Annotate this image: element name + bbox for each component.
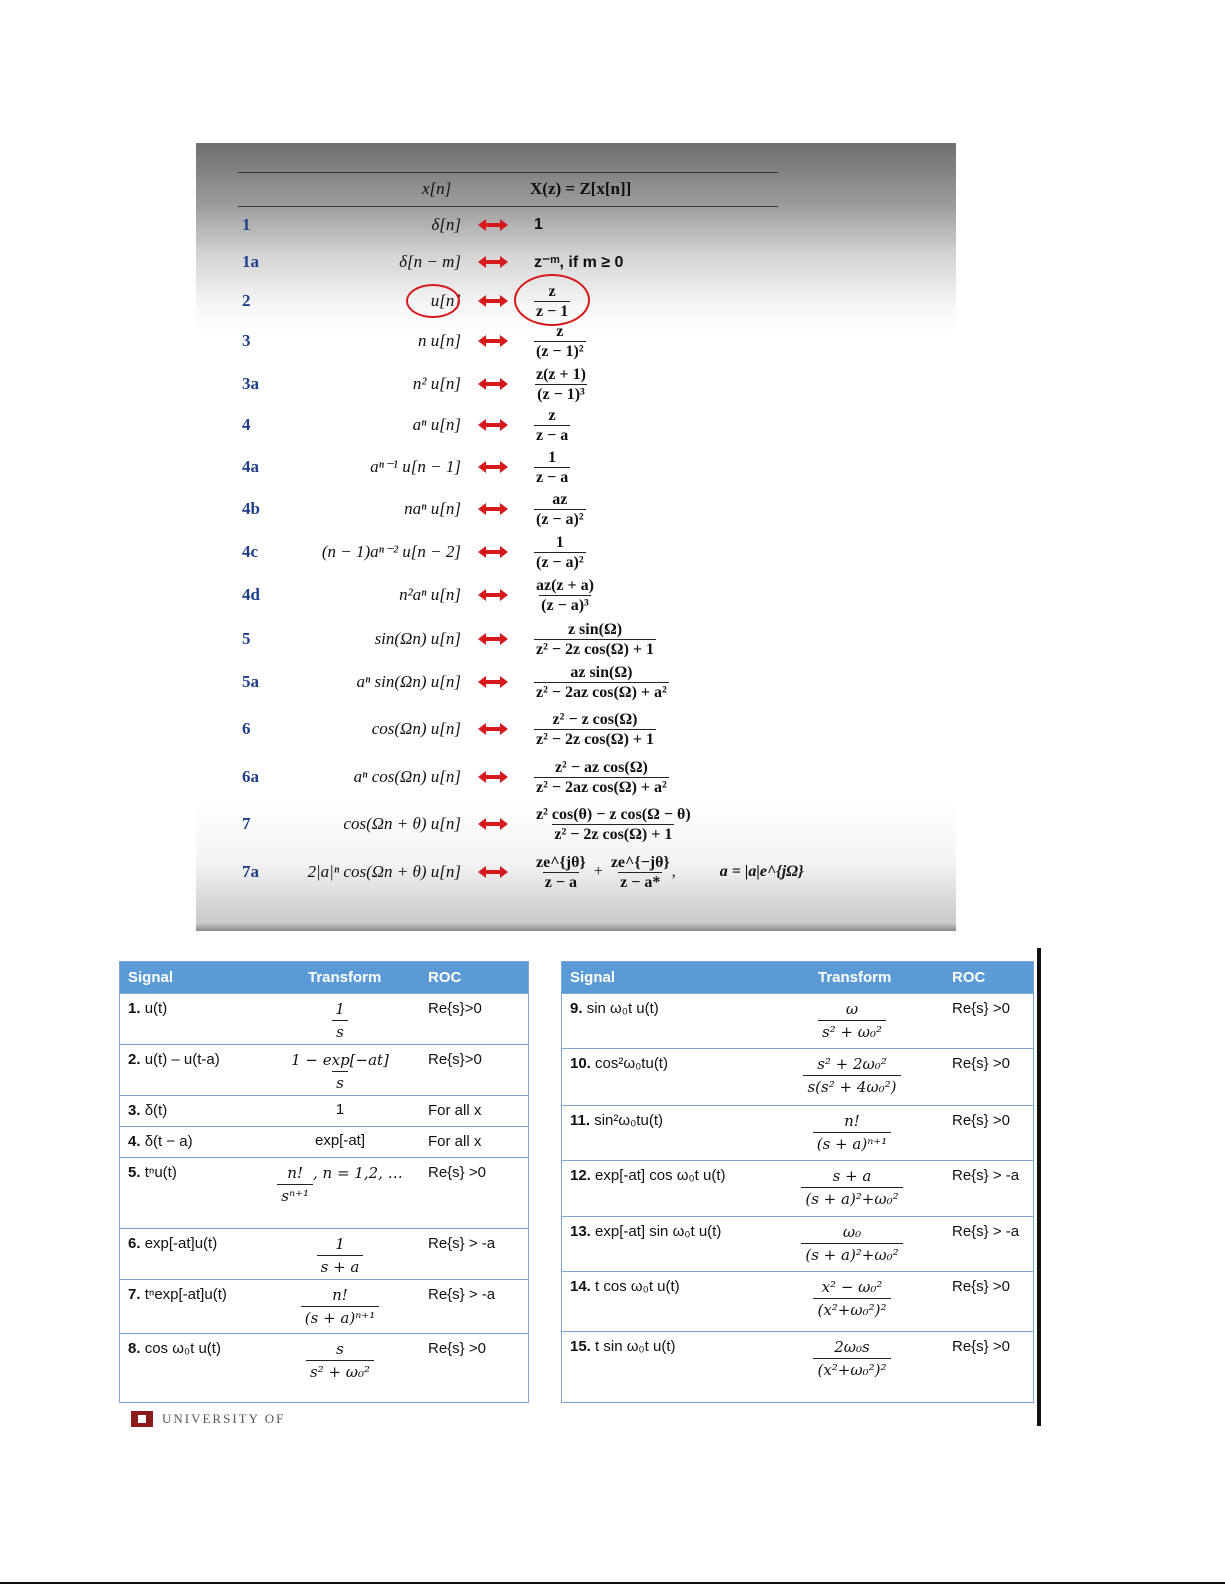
z-row-5a: [196, 662, 956, 702]
denominator: (s + a)²+ω₀²: [801, 1243, 902, 1266]
signal: aⁿ u[n]: [412, 415, 461, 434]
denominator: (z − a)³: [541, 596, 589, 614]
transform-fraction: [534, 853, 588, 892]
table-header: [562, 962, 1033, 994]
transform-cell: [772, 998, 932, 1043]
row-number: 6: [242, 719, 251, 738]
numerator: s + a: [832, 1167, 872, 1185]
signal: [570, 1000, 659, 1017]
transform-cell: [270, 1284, 410, 1329]
row-number: 9.: [570, 1000, 583, 1017]
transform-cell: [772, 1336, 932, 1381]
denominator: z − a*: [620, 873, 661, 891]
transform-fraction: [801, 1221, 902, 1266]
roc: Re{s} >0: [952, 1055, 1010, 1072]
row-number: 4d: [242, 585, 260, 604]
z-row-3a: [196, 364, 956, 404]
double-arrow-icon: [476, 501, 510, 517]
z-row-7: [196, 804, 956, 844]
signal: [570, 1278, 680, 1295]
transform-cell: [772, 1221, 932, 1266]
signal: [128, 1164, 177, 1181]
row-number: 2.: [128, 1051, 141, 1068]
transform-fraction: [801, 1165, 902, 1210]
denominator: (x²+ω₀²)²: [813, 1298, 890, 1321]
table-header: [120, 962, 528, 994]
laplace-row-3: [120, 1095, 528, 1127]
laplace-row-13: [562, 1216, 1033, 1272]
header-signal: Signal: [570, 969, 616, 986]
signal: [570, 1167, 726, 1184]
denominator: (x²+ω₀²)²: [813, 1358, 890, 1381]
roc: For all x: [428, 1102, 482, 1119]
numerator: ze^{−jθ}: [610, 853, 670, 871]
numerator: 1: [548, 448, 557, 466]
signal: [128, 1051, 220, 1068]
transform: [534, 405, 570, 445]
transform-cell: [270, 1049, 410, 1094]
red-circle-transform: [514, 274, 590, 326]
numerator: az: [552, 490, 568, 508]
signal-expr: sin²ω₀tu(t): [594, 1112, 663, 1129]
top-rule: [238, 172, 778, 173]
row-number: 14.: [570, 1278, 591, 1295]
transform-fraction: [818, 998, 886, 1043]
numerator: n!: [332, 1286, 348, 1304]
header-transform: Transform: [308, 969, 382, 986]
z-row-6: [196, 709, 956, 749]
signal: [570, 1338, 675, 1355]
double-arrow-icon: [476, 816, 510, 832]
row-number: 5a: [242, 672, 259, 691]
denominator: z² − 2az cos(Ω) + a²: [536, 778, 667, 796]
transform-fraction: [534, 663, 669, 702]
transform: [534, 447, 570, 487]
signal-expr: cos ω₀t u(t): [144, 1340, 221, 1357]
transform-fraction: [534, 533, 586, 572]
row-number: 5.: [128, 1164, 141, 1181]
laplace-row-5: [120, 1157, 528, 1229]
row-number: 2: [242, 291, 251, 310]
crest-icon: [131, 1411, 153, 1427]
transform-fraction: [317, 1233, 364, 1278]
double-arrow-icon: [476, 587, 510, 603]
roc: Re{s} >0: [952, 1112, 1010, 1129]
transform: [534, 321, 586, 361]
double-arrow-icon: [476, 333, 510, 349]
university-logo: [131, 1411, 285, 1427]
laplace-row-10: [562, 1048, 1033, 1106]
signal-expr: t sin ω₀t u(t): [595, 1338, 676, 1355]
transform-fraction: [803, 1053, 900, 1098]
denominator: z − a: [536, 468, 569, 486]
transform-fraction: [331, 998, 349, 1043]
denominator: z² − 2z cos(Ω) + 1: [536, 730, 655, 748]
transform: [534, 804, 693, 844]
roc: For all x: [428, 1133, 482, 1150]
transform-fraction: [813, 1276, 890, 1321]
transform-fraction: [534, 322, 586, 361]
transform: [534, 364, 588, 404]
denominator: z² − 2z cos(Ω) + 1: [554, 825, 673, 843]
numerator: n!: [287, 1164, 303, 1182]
double-arrow-icon: [476, 376, 510, 392]
transform-cell: [270, 1162, 410, 1207]
roc: Re{s} > -a: [952, 1223, 1020, 1240]
numerator: ze^{jθ}: [536, 853, 586, 871]
z-row-1: [196, 205, 956, 245]
header-roc: ROC: [428, 969, 462, 986]
denominator: z − 1: [536, 302, 569, 320]
denominator: s: [332, 1020, 348, 1043]
row-number: 7a: [242, 862, 259, 881]
numerator: z² − az cos(Ω): [554, 758, 648, 776]
transform-fraction: [813, 1110, 891, 1155]
signal: [128, 1000, 167, 1017]
signal-expr: δ(t − a): [144, 1133, 193, 1150]
roc: Re{s} >0: [952, 1278, 1010, 1295]
signal-expr: exp[-at] sin ω₀t u(t): [595, 1223, 722, 1240]
transform: z⁻ᵐ, if m ≥ 0: [534, 254, 624, 271]
numerator: x² − ω₀²: [821, 1278, 883, 1296]
row-number: 4a: [242, 457, 259, 476]
transform-cell: [270, 1131, 410, 1149]
row-number: 1: [242, 215, 251, 234]
signal-expr: tⁿexp[-at]u(t): [144, 1286, 227, 1303]
denominator: s² + ω₀²: [818, 1020, 886, 1043]
row-number: 15.: [570, 1338, 591, 1355]
transform-fraction-2: [609, 853, 672, 892]
z-row-4d: [196, 575, 956, 615]
row-number: 6a: [242, 767, 259, 786]
z-row-4b: [196, 489, 956, 529]
signal-expr: u(t) – u(t-a): [144, 1051, 220, 1068]
signal: aⁿ sin(Ωn) u[n]: [356, 672, 461, 691]
row-number: 4: [242, 415, 251, 434]
z-row-3: [196, 321, 956, 361]
roc: Re{s}>0: [428, 1000, 482, 1017]
row-number: 12.: [570, 1167, 591, 1184]
numerator: 1: [335, 1000, 345, 1018]
page-bottom-line: [0, 1582, 1225, 1584]
signal-expr: t cos ω₀t u(t): [595, 1278, 680, 1295]
signal: [128, 1133, 193, 1150]
laplace-row-7: [120, 1279, 528, 1334]
red-circle-signal: [406, 284, 460, 318]
z-row-7a: [196, 852, 956, 892]
row-number: 3.: [128, 1102, 141, 1119]
signal: [128, 1340, 221, 1357]
row-number: 3: [242, 331, 251, 350]
laplace-row-8: [120, 1333, 528, 1404]
signal: δ[n]: [431, 215, 461, 234]
header-transform: X(z) = Z[x[n]]: [530, 179, 632, 198]
denominator: z − a: [544, 873, 577, 891]
transform-fraction: [534, 576, 596, 615]
signal-expr: sin ω₀t u(t): [586, 1000, 659, 1017]
double-arrow-icon: [476, 674, 510, 690]
transform-fraction: [813, 1336, 890, 1381]
signal-expr: δ(t): [144, 1102, 168, 1119]
denominator: s(s² + 4ω₀²): [803, 1075, 900, 1098]
numerator: ω₀: [842, 1223, 862, 1241]
signal: [128, 1102, 167, 1119]
transform-cell: [270, 1233, 410, 1278]
transform-cell: [772, 1276, 932, 1321]
denominator: (z − a)²: [536, 510, 584, 528]
signal: u[n]: [430, 291, 461, 310]
numerator: 1 − exp[−at]: [291, 1051, 389, 1069]
signal: [128, 1286, 227, 1303]
signal: [570, 1112, 663, 1129]
numerator: 2ω₀s: [834, 1338, 870, 1356]
row-number: 1.: [128, 1000, 141, 1017]
numerator: az sin(Ω): [570, 663, 633, 681]
numerator: n!: [844, 1112, 860, 1130]
numerator: z: [548, 282, 556, 300]
row-number: 10.: [570, 1055, 591, 1072]
denominator: z − a: [536, 426, 569, 444]
transform-fraction: [534, 710, 656, 749]
numerator: ω: [845, 1000, 859, 1018]
laplace-row-14: [562, 1271, 1033, 1332]
transform-suffix: , n = 1,2, …: [313, 1164, 403, 1182]
signal: cos(Ωn + θ) u[n]: [343, 814, 461, 833]
transform: exp[-at]: [314, 1132, 366, 1149]
signal: n² u[n]: [412, 374, 461, 393]
numerator: s: [336, 1340, 344, 1358]
signal: aⁿ⁻¹ u[n − 1]: [370, 457, 461, 476]
laplace-table-right: [561, 961, 1034, 1403]
signal: [128, 1235, 217, 1252]
transform-fraction: [534, 406, 570, 445]
transform-fraction: [277, 1162, 313, 1207]
transform-cell: [270, 1100, 410, 1118]
denominator: (z − 1)²: [536, 342, 584, 360]
double-arrow-icon: [476, 217, 510, 233]
denominator: sⁿ⁺¹: [277, 1184, 313, 1207]
laplace-row-1: [120, 993, 528, 1045]
transform: [534, 532, 586, 572]
denominator: s² + ω₀²: [306, 1360, 374, 1383]
double-arrow-icon: [476, 293, 510, 309]
row-number: 3a: [242, 374, 259, 393]
row-number: 13.: [570, 1223, 591, 1240]
transform-cell: [270, 998, 410, 1043]
header-signal: x[n]: [422, 179, 452, 198]
roc: Re{s}>0: [428, 1051, 482, 1068]
laplace-row-6: [120, 1228, 528, 1280]
row-number: 8.: [128, 1340, 141, 1357]
transform-cell: [772, 1110, 932, 1155]
vertical-bar: [1037, 948, 1041, 1426]
denominator: z² − 2z cos(Ω) + 1: [536, 640, 655, 658]
row-number: 4.: [128, 1133, 141, 1150]
laplace-row-12: [562, 1160, 1033, 1217]
double-arrow-icon: [476, 417, 510, 433]
double-arrow-icon: [476, 459, 510, 475]
transform-cell: [270, 1338, 410, 1383]
signal: δ[n − m]: [399, 252, 461, 271]
header-transform: Transform: [818, 969, 892, 986]
transform-fraction: [534, 758, 669, 797]
z-row-4a: [196, 447, 956, 487]
transform: [534, 662, 669, 702]
transform-fraction: [287, 1049, 393, 1094]
roc: Re{s} > -a: [952, 1167, 1020, 1184]
signal: (n − 1)aⁿ⁻² u[n − 2]: [321, 542, 461, 561]
signal: naⁿ u[n]: [404, 499, 461, 518]
row-number: 5: [242, 629, 251, 648]
transform-cell: [772, 1053, 932, 1098]
signal-expr: cos²ω₀tu(t): [595, 1055, 668, 1072]
laplace-row-2: [120, 1044, 528, 1096]
header-signal: Signal: [128, 969, 174, 986]
signal: cos(Ωn) u[n]: [371, 719, 461, 738]
double-arrow-icon: [476, 721, 510, 737]
signal: 2|a|ⁿ cos(Ωn + θ) u[n]: [307, 862, 461, 881]
numerator: z(z + 1): [536, 365, 586, 383]
roc: Re{s} >0: [952, 1000, 1010, 1017]
denominator: (z − a)²: [536, 553, 584, 571]
header-roc: ROC: [952, 969, 986, 986]
roc: Re{s} >0: [428, 1340, 486, 1357]
row-number: 4b: [242, 499, 260, 518]
double-arrow-icon: [476, 864, 510, 880]
denominator: (s + a)ⁿ⁺¹: [813, 1132, 891, 1155]
roc: Re{s} >0: [428, 1164, 486, 1181]
transform: 1: [534, 216, 543, 233]
transform-fraction: [306, 1338, 374, 1383]
double-arrow-icon: [476, 769, 510, 785]
signal: sin(Ωn) u[n]: [374, 629, 461, 648]
transform: [534, 575, 596, 615]
signal: [570, 1055, 668, 1072]
roc: Re{s} >0: [952, 1338, 1010, 1355]
logo-text: UNIVERSITY OF: [162, 1411, 286, 1426]
row-number: 6.: [128, 1235, 141, 1252]
transform: [534, 489, 586, 529]
laplace-table-left: [119, 961, 529, 1403]
transform-fraction: [534, 805, 693, 844]
denominator: s: [332, 1071, 348, 1094]
double-arrow-icon: [476, 544, 510, 560]
numerator: z sin(Ω): [567, 620, 623, 638]
numerator: 1: [555, 533, 564, 551]
transform-fraction: [534, 365, 588, 404]
row-number: 7: [242, 814, 251, 833]
transform: [534, 619, 656, 659]
signal-expr: exp[-at] cos ω₀t u(t): [595, 1167, 726, 1184]
numerator: az(z + a): [536, 576, 594, 594]
z-row-1a: [196, 242, 956, 282]
signal: [570, 1223, 721, 1240]
numerator: s² + 2ω₀²: [817, 1055, 887, 1073]
roc: Re{s} > -a: [428, 1235, 496, 1252]
row-number: 11.: [570, 1112, 591, 1129]
transform-note: a = |a|e^{jΩ}: [719, 863, 804, 880]
laplace-row-4: [120, 1126, 528, 1158]
signal: aⁿ cos(Ωn) u[n]: [353, 767, 461, 786]
transform-cell: [772, 1165, 932, 1210]
laplace-row-15: [562, 1331, 1033, 1404]
row-number: 1a: [242, 252, 259, 271]
signal-expr: u(t): [144, 1000, 168, 1017]
row-number: 4c: [242, 542, 259, 561]
laplace-row-9: [562, 993, 1033, 1049]
double-arrow-icon: [476, 254, 510, 270]
z-row-4c: [196, 532, 956, 572]
signal: n u[n]: [418, 331, 461, 350]
transform: [534, 757, 669, 797]
numerator: z² − z cos(Ω): [552, 710, 638, 728]
transform-fraction: [301, 1284, 379, 1329]
denominator: (s + a)²+ω₀²: [801, 1187, 902, 1210]
numerator: z: [548, 406, 556, 424]
denominator: (s + a)ⁿ⁺¹: [301, 1306, 379, 1329]
transform-fraction: [534, 448, 570, 487]
denominator: (z − 1)³: [537, 385, 585, 403]
transform-fraction: [534, 620, 656, 659]
transform: $\frac{ze\^{}\{j\theta\}}{z - a}$ + $\frac{ze\^{}\{-j\theta\}}{z - a*}$ , a = |a|e^{jΩ}: [536, 853, 804, 891]
row-number: 7.: [128, 1286, 141, 1303]
z-row-4: [196, 405, 956, 445]
signal: n²aⁿ u[n]: [399, 585, 461, 604]
signal-expr: exp[-at]u(t): [144, 1235, 218, 1252]
transform-fraction: [534, 490, 586, 529]
z-row-5: [196, 619, 956, 659]
numerator: z: [556, 322, 564, 340]
transform: [534, 709, 656, 749]
numerator: z² cos(θ) − z cos(Ω − θ): [536, 805, 691, 823]
numerator: 1: [335, 1235, 345, 1253]
z-transform-table: [196, 143, 956, 931]
laplace-row-11: [562, 1105, 1033, 1161]
denominator: z² − 2az cos(Ω) + a²: [536, 683, 667, 701]
denominator: s + a: [317, 1255, 364, 1278]
double-arrow-icon: [476, 631, 510, 647]
signal-expr: tⁿu(t): [144, 1164, 177, 1181]
z-row-6a: [196, 757, 956, 797]
roc: Re{s} > -a: [428, 1286, 496, 1303]
transform: 1: [335, 1101, 345, 1118]
